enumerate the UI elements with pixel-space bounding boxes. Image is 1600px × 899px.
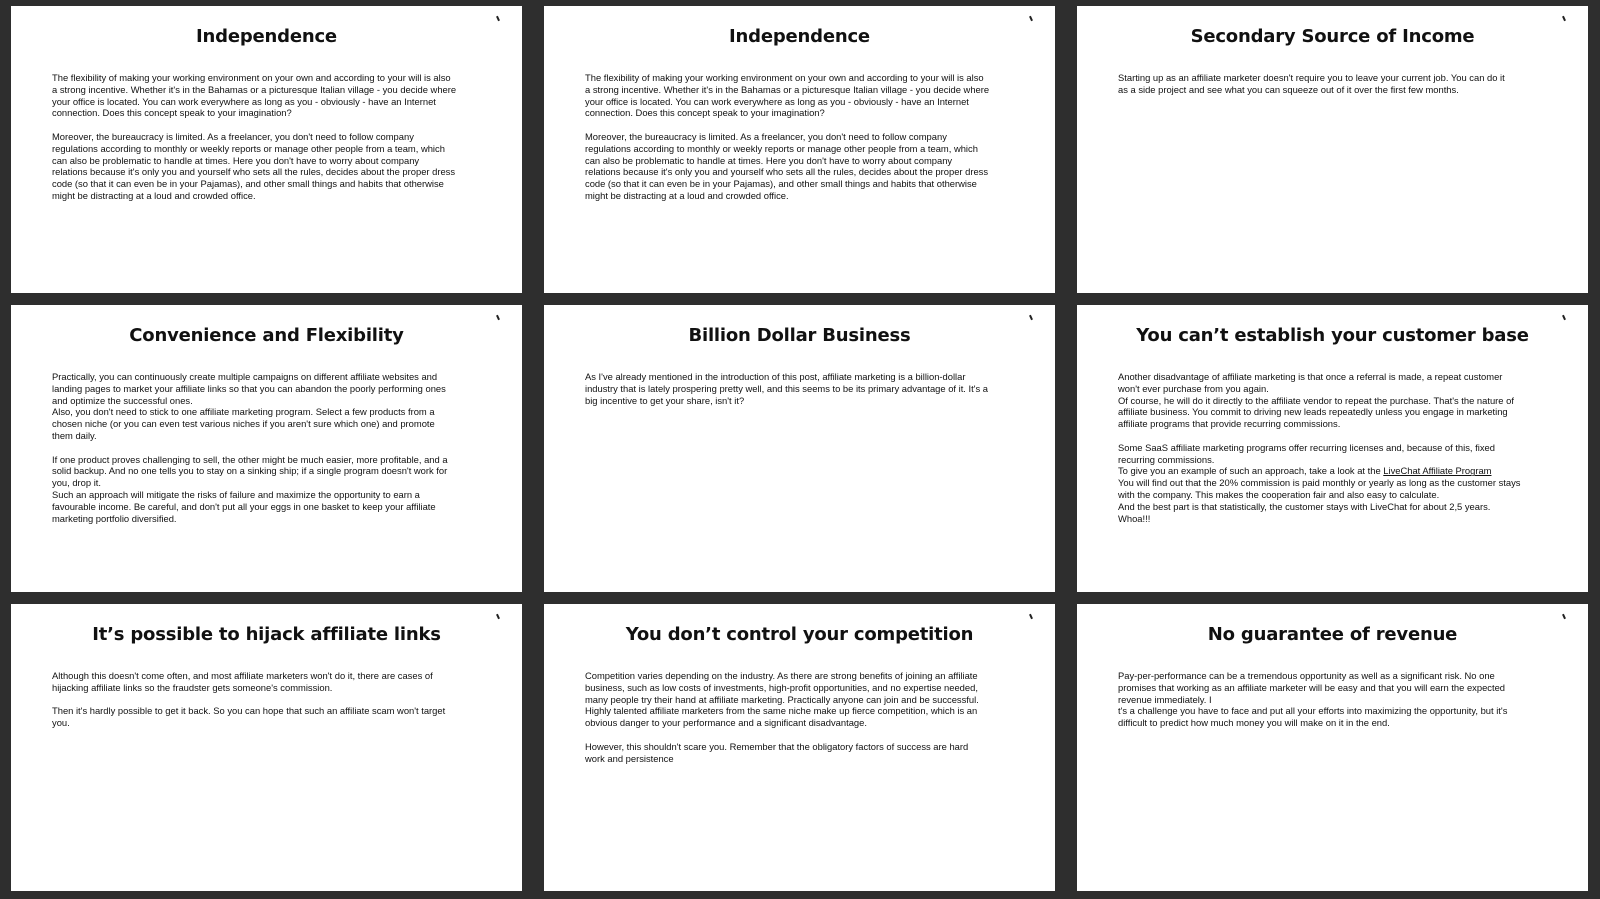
slide-paragraph: Competition varies depending on the industry. As there are strong benefits of joining an affiliate business, such as low costs of investments, high-profit opportunities, and no expertise needed, many people try their hand at affiliate marketing. Practically anyone can join and be successful. Highly talented affiliate marketers from the same niche make up fierce competition, which is an obvious danger to your performance and a significant disadvantage. <box>585 670 979 729</box>
slide-paragraph: Moreover, the bureaucracy is limited. As a freelancer, you don't need to follow company regulations according to monthly or weekly reports or manage other people from a team, which can also be problematic to handle at times. Here you don't have to worry about company relations because it's only you and yourself who sets all the rules, decides about the proper dress code (so that it can even be in your Pajamas), and other small things and habits that otherwise might be distracting at a loud and crowded office. <box>52 130 456 201</box>
slide-text-lines: You will find out that the 20% commission is paid monthly or yearly as long as the customer stays with the company. This makes the cooperation fair and also easy to calculate. And the best part is that statistically, the customer stays with LiveChat for about 2,5 years. Whoa!!! <box>1118 477 1521 524</box>
slide-paragraph: Then it's hardly possible to get it back. So you can hope that such an affiliate scam won't target you. <box>52 705 446 729</box>
slide-paragraph: Pay-per-performance can be a tremendous opportunity as well as a significant risk. No one promises that working as an affiliate marketer will be easy and that you will earn the expected revenue immediately. I t's a challenge you have to face and put all your efforts into maximizing the opportunity, but it's difficult to predict how much money you will make on it in the end. <box>1118 670 1508 729</box>
slide-paragraph: Although this doesn't come often, and most affiliate marketers won't do it, there are cases of hijacking affiliate links so the fraudster gets someone's commission. <box>52 670 433 693</box>
slide-title: You don’t control your competition <box>625 624 974 645</box>
slide-body <box>585 72 1015 202</box>
cursor-mark-icon <box>1562 16 1566 21</box>
slide-thumbnail-3[interactable] <box>1077 6 1588 293</box>
slide-text-line: Some SaaS affiliate marketing programs offer recurring licenses and, because of this, fixed <box>1118 441 1495 453</box>
link-prefix-text: To give you an example of such an approach, take a look at the <box>1118 465 1384 477</box>
cursor-mark-icon <box>496 315 500 320</box>
slide-thumbnail-4[interactable] <box>11 305 522 592</box>
slide-body <box>585 670 1015 764</box>
slide-paragraph: Moreover, the bureaucracy is limited. As a freelancer, you don't need to follow company regulations according to monthly or weekly reports or manage other people from a team, which can also be problematic to handle at times. Here you don't have to worry about company relations because it's only you and yourself who sets all the rules, decides about the proper dress code (so that it can even be in your Pajamas), and other small things and habits that otherwise might be distracting at a loud and crowded office. <box>585 130 989 201</box>
slide-thumbnail-9[interactable] <box>1077 604 1588 891</box>
slide-title: Billion Dollar Business <box>688 325 911 346</box>
slide-paragraph: Practically, you can continuously create multiple campaigns on different affiliate websites and landing pages to market your affiliate links so that you can abandon the poorly performing ones and optimize the successful ones. Also, you don't need to stick to one affiliate marketing program. Select a few products from a chosen niche (or you can even test various niches if you aren't sure which one) and promote them daily. <box>52 371 446 441</box>
cursor-mark-icon <box>496 614 500 619</box>
slide-thumbnail-7[interactable] <box>11 604 522 891</box>
slide-paragraph: The flexibility of making your working environment on your own and according to your will is also a strong incentive. Whether it's in the Bahamas or a picturesque Italian village - you decide where your office is located. You can work everywhere as long as you - obviously - have an Internet connection. Does this concept speak to your imagination? <box>585 72 990 119</box>
slide-title: Convenience and Flexibility <box>129 325 404 346</box>
slide-body <box>585 371 1015 406</box>
cursor-mark-icon <box>1562 614 1566 619</box>
cursor-mark-icon <box>1029 16 1033 21</box>
slide-thumbnail-8[interactable] <box>544 604 1055 891</box>
slide-thumbnail-2[interactable] <box>544 6 1055 293</box>
slide-title: It’s possible to hijack affiliate links <box>92 624 441 645</box>
cursor-mark-icon <box>1562 315 1566 320</box>
slide-paragraph: The flexibility of making your working environment on your own and according to your will is also a strong incentive. Whether it's in the Bahamas or a picturesque Italian village - you decide where your office is located. You can work everywhere as long as you - obviously - have an Internet connection. Does this concept speak to your imagination? <box>52 72 457 119</box>
slide-body <box>1118 72 1548 96</box>
slide-body <box>1118 371 1548 524</box>
slide-paragraph: As I've already mentioned in the introduction of this post, affiliate marketing is a billion-dollar industry that is lately prospering pretty well, and this seems to be its primary advantage of it. It's a big incentive to get your share, isn't it? <box>585 371 989 406</box>
slide-title: Secondary Source of Income <box>1190 26 1475 47</box>
cursor-mark-icon <box>1029 614 1033 619</box>
slide-thumbnail-6[interactable] <box>1077 305 1588 592</box>
slide-body <box>52 670 482 729</box>
slide-paragraph: If one product proves challenging to sell, the other might be much easier, more profitable, and a solid backup. And no one tells you to stay on a sinking ship; if a single program doesn't work for you, drop it. Such an approach will mitigate the risks of failure and maximize the opportunity to earn a favourable income. Be careful, and don't put all your eggs in one basket to keep your affiliate marketing portfolio diversified. <box>52 453 448 524</box>
slide-paragraph-2 <box>1118 442 1548 525</box>
slide-thumbnail-5[interactable] <box>544 305 1055 592</box>
slide-text-line: recurring commissions. <box>1118 453 1215 465</box>
cursor-mark-icon <box>1029 315 1033 320</box>
livechat-affiliate-link[interactable]: LiveChat Affiliate Program <box>1383 465 1492 477</box>
slide-body <box>1118 670 1548 729</box>
slide-paragraph: Starting up as an affiliate marketer doesn't require you to leave your current job. You can do it as a side project and see what you can squeeze out of it over the first few months. <box>1118 72 1505 95</box>
slide-title: Independence <box>196 26 337 47</box>
slide-thumbnail-1[interactable] <box>11 6 522 293</box>
slide-title: You can’t establish your customer base <box>1136 325 1529 346</box>
slide-paragraph: However, this shouldn't scare you. Remember that the obligatory factors of success are hard work and persistence <box>585 740 969 764</box>
slide-body <box>52 72 482 202</box>
slide-body <box>52 371 482 524</box>
slide-paragraph: Another disadvantage of affiliate marketing is that once a referral is made, a repeat customer won't ever purchase from you again. Of course, he will do it directly to the affiliate vendor to repeat the purchase. That's the nature of affiliate business. You commit to driving new leads repeatedly unless you engage in marketing affiliate programs that provide recurring commissions. <box>1118 371 1514 430</box>
cursor-mark-icon <box>496 16 500 21</box>
slide-title: No guarantee of revenue <box>1207 624 1458 645</box>
slide-title: Independence <box>729 26 870 47</box>
